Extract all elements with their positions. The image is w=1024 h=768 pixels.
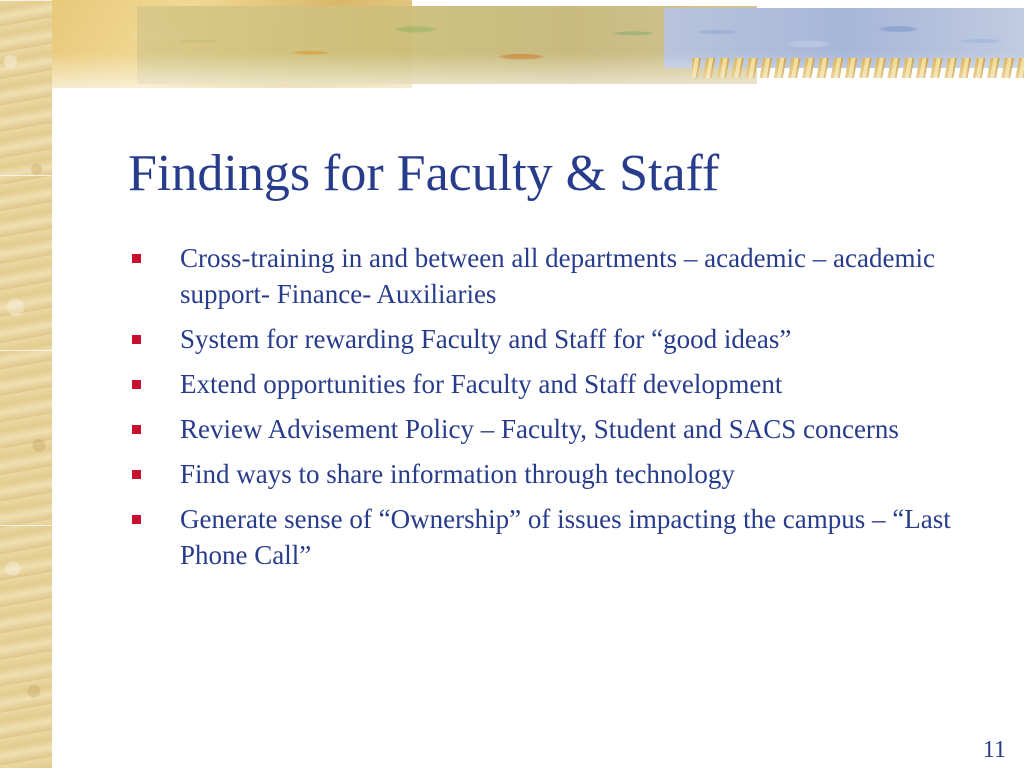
square-bullet-icon xyxy=(132,380,141,389)
decorative-parchment-strip xyxy=(0,0,52,768)
square-bullet-icon xyxy=(132,515,141,524)
bullet-item xyxy=(132,366,992,402)
square-bullet-icon xyxy=(132,470,141,479)
strip-seam xyxy=(0,0,52,1)
strip-seam xyxy=(0,175,52,176)
strip-seam xyxy=(0,525,52,526)
square-bullet-icon xyxy=(132,254,141,263)
bullet-text: System for rewarding Faculty and Staff for “good ideas” xyxy=(180,324,792,354)
bullet-item xyxy=(132,321,992,357)
slide-title: Findings for Faculty & Staff xyxy=(128,145,720,202)
bullet-item xyxy=(132,501,992,573)
bullet-text: Review Advisement Policy – Faculty, Student and SACS concerns xyxy=(180,414,899,444)
slide-number: 11 xyxy=(982,737,1006,763)
bullet-text: Cross-training in and between all departments – academic – academic support- Finance- Auxiliaries xyxy=(180,243,935,309)
bullet-list xyxy=(132,240,992,582)
bullet-text: Find ways to share information through technology xyxy=(180,459,735,489)
bullet-item xyxy=(132,456,992,492)
bullet-text: Extend opportunities for Faculty and Staff development xyxy=(180,369,783,399)
bullet-item xyxy=(132,240,992,312)
decorative-leaf-banner xyxy=(52,0,1024,88)
strip-seam xyxy=(0,350,52,351)
bullet-text: Generate sense of “Ownership” of issues impacting the campus – “Last Phone Call” xyxy=(180,504,951,570)
square-bullet-icon xyxy=(132,335,141,344)
banner-fade xyxy=(52,0,1024,88)
bullet-item xyxy=(132,411,992,447)
square-bullet-icon xyxy=(132,425,141,434)
